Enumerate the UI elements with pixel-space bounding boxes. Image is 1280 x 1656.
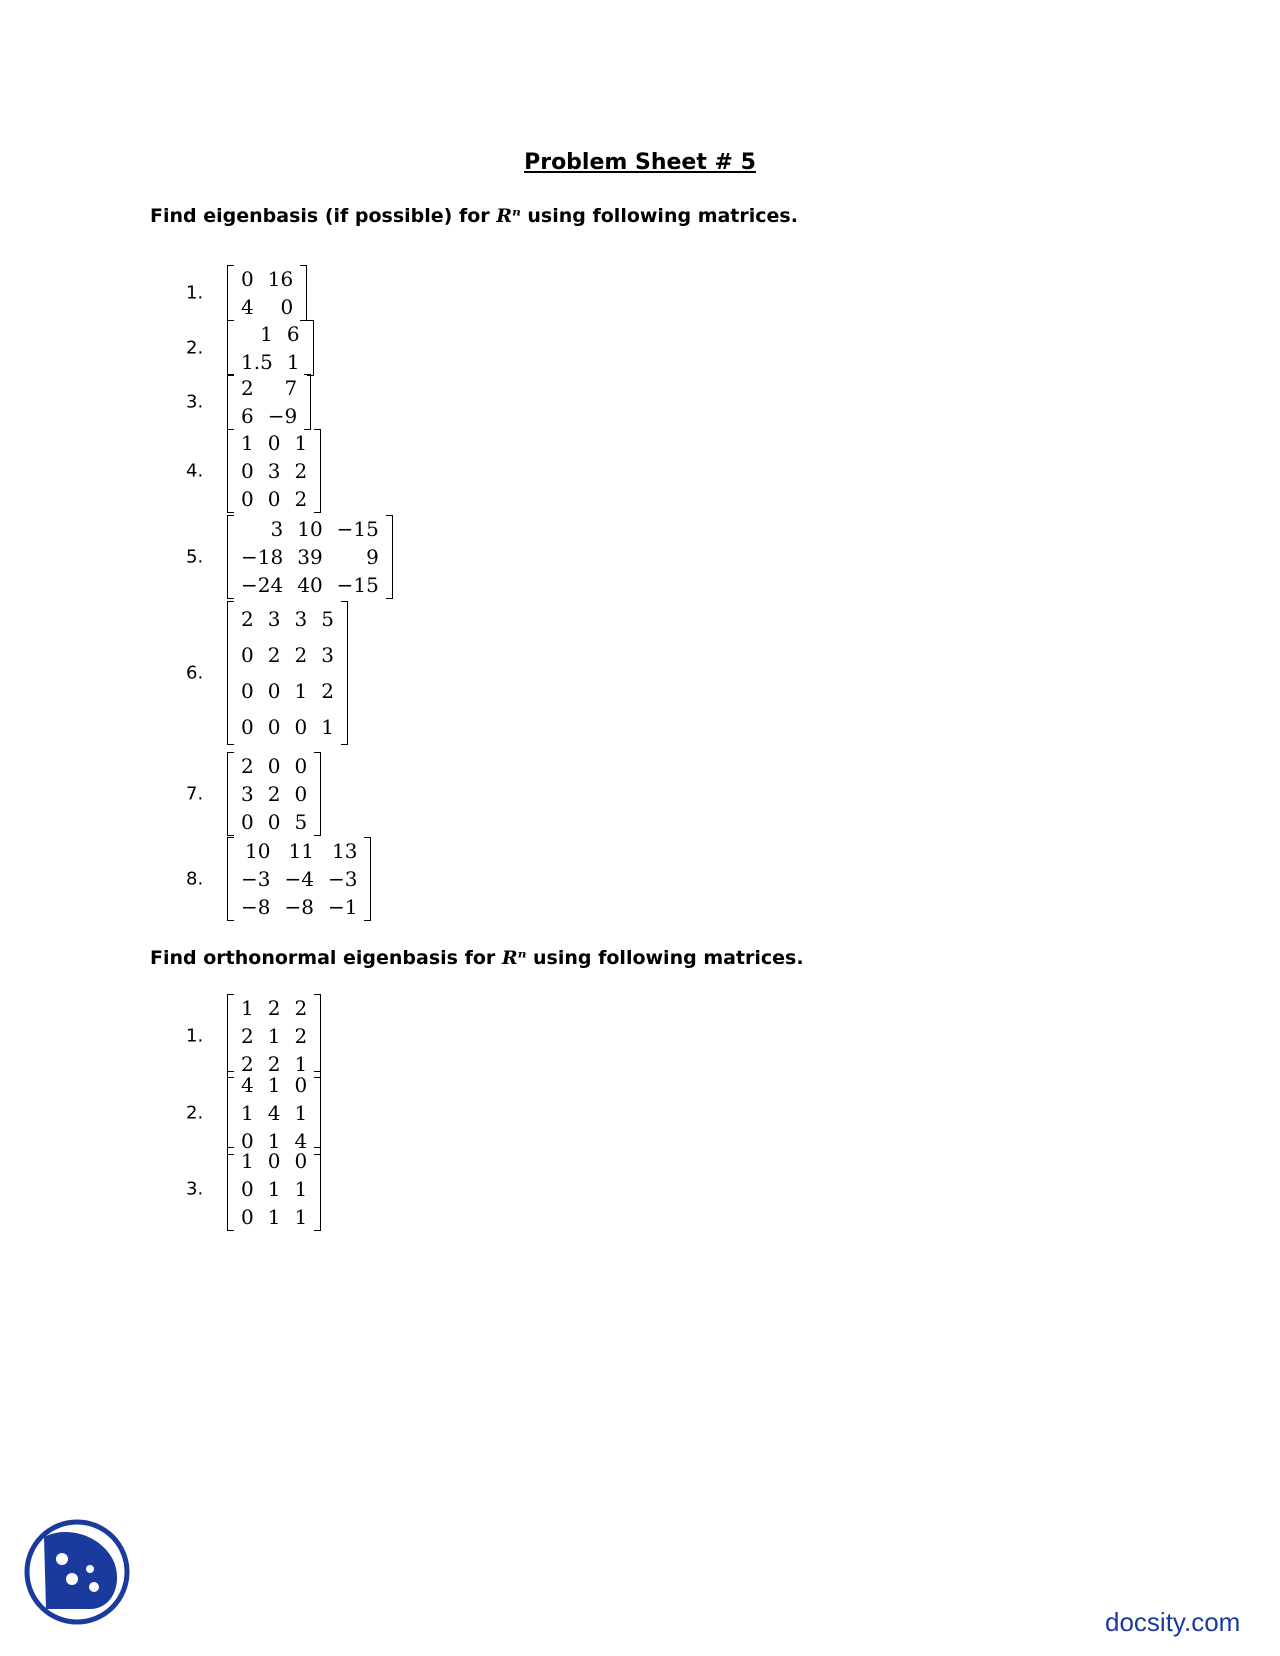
matrix-row xyxy=(234,429,314,457)
matrix-row xyxy=(234,601,341,637)
problem-number: 3. xyxy=(186,391,204,413)
matrix-cell: 39 xyxy=(297,545,323,569)
matrix-cell: 6 xyxy=(286,322,300,346)
matrix-row xyxy=(234,893,364,921)
problem-number: 7. xyxy=(186,783,204,805)
matrix-cell: −9 xyxy=(267,404,298,428)
matrix-cell: 2 xyxy=(241,376,254,400)
matrix-cell: 2 xyxy=(321,679,334,703)
matrix-row xyxy=(234,402,304,430)
matrix-cell: 4 xyxy=(267,1101,281,1125)
matrix-cell: 1 xyxy=(321,715,334,739)
matrix-cell: 2 xyxy=(294,996,308,1020)
matrix-left-bracket xyxy=(227,374,234,430)
matrix-row xyxy=(234,1071,314,1099)
matrix-cell: 0 xyxy=(294,1073,308,1097)
matrix xyxy=(227,994,321,1078)
matrix-cell: 2 xyxy=(241,754,254,778)
matrix xyxy=(227,429,321,513)
matrix-cell: 0 xyxy=(267,487,281,511)
problem-number: 6. xyxy=(186,662,204,684)
matrix-row xyxy=(234,374,304,402)
matrix xyxy=(227,320,314,376)
matrix-left-bracket xyxy=(227,1147,234,1231)
matrix-entries xyxy=(234,320,307,376)
matrix-entries xyxy=(234,515,386,599)
matrix-row xyxy=(234,543,386,571)
matrix-row xyxy=(234,709,341,745)
matrix-right-bracket xyxy=(386,515,393,599)
matrix xyxy=(227,601,348,745)
matrix-row xyxy=(234,515,386,543)
matrix-cell: −18 xyxy=(241,545,284,569)
matrix-right-bracket xyxy=(341,601,348,745)
matrix-right-bracket xyxy=(300,265,307,321)
matrix-cell: 1 xyxy=(267,1205,281,1229)
matrix-cell: 1 xyxy=(241,431,254,455)
matrix xyxy=(227,374,311,430)
matrix-cell: 1 xyxy=(260,322,273,346)
matrix-left-bracket xyxy=(227,837,234,921)
matrix-row xyxy=(234,994,314,1022)
matrix-entries xyxy=(234,265,300,321)
matrix-cell: 1 xyxy=(241,1101,254,1125)
matrix-cell: 2 xyxy=(241,1052,254,1076)
problem-number: 1. xyxy=(186,1025,204,1047)
section1-instruction xyxy=(150,205,798,227)
matrix-entries xyxy=(234,601,341,745)
matrix-left-bracket xyxy=(227,1071,234,1155)
matrix-right-bracket xyxy=(314,994,321,1078)
matrix-cell: 13 xyxy=(332,839,358,863)
matrix-cell: 0 xyxy=(267,810,281,834)
matrix xyxy=(227,1071,321,1155)
matrix-row xyxy=(234,348,307,376)
matrix-cell: 0 xyxy=(294,782,308,806)
matrix-cell: 2 xyxy=(294,643,308,667)
problem-number: 4. xyxy=(186,460,204,482)
matrix-cell: 3 xyxy=(267,459,281,483)
matrix-cell: 10 xyxy=(245,839,271,863)
matrix-left-bracket xyxy=(227,320,234,376)
matrix-entries xyxy=(234,752,314,836)
matrix-right-bracket xyxy=(314,752,321,836)
matrix-row xyxy=(234,865,364,893)
section2-instruction-math: Rⁿ xyxy=(501,947,527,969)
matrix-cell: 2 xyxy=(267,996,281,1020)
matrix-cell: −15 xyxy=(336,517,379,541)
matrix-cell: 2 xyxy=(267,643,281,667)
matrix-cell: 0 xyxy=(241,643,254,667)
matrix xyxy=(227,837,371,921)
matrix-row xyxy=(234,293,300,321)
matrix-cell: 0 xyxy=(241,679,254,703)
matrix-cell: 0 xyxy=(267,754,281,778)
problem-number: 5. xyxy=(186,546,204,568)
matrix-cell: −8 xyxy=(284,895,314,919)
matrix-left-bracket xyxy=(227,601,234,745)
matrix-cell: −4 xyxy=(284,867,314,891)
matrix-right-bracket xyxy=(314,429,321,513)
matrix-cell: 4 xyxy=(241,295,254,319)
matrix-cell: 4 xyxy=(241,1073,254,1097)
matrix-right-bracket xyxy=(314,1071,321,1155)
problem-number: 3. xyxy=(186,1178,204,1200)
matrix-cell: 0 xyxy=(294,754,308,778)
matrix-cell: 2 xyxy=(267,1052,281,1076)
matrix-row xyxy=(234,752,314,780)
matrix-entries xyxy=(234,1071,314,1155)
matrix-cell: 2 xyxy=(241,607,254,631)
matrix-row xyxy=(234,1175,314,1203)
docsity-brand-link[interactable]: docsity.com xyxy=(1105,1607,1241,1637)
matrix-row xyxy=(234,837,364,865)
matrix-cell: 1 xyxy=(267,1073,281,1097)
matrix-cell: 1 xyxy=(294,679,308,703)
matrix-cell: 0 xyxy=(241,1129,254,1153)
matrix-cell: −8 xyxy=(241,895,271,919)
matrix xyxy=(227,752,321,836)
matrix-row xyxy=(234,320,307,348)
matrix-cell: 2 xyxy=(294,1024,308,1048)
page-title: Problem Sheet # 5 xyxy=(524,150,756,175)
matrix-cell: 1 xyxy=(267,1177,281,1201)
matrix-right-bracket xyxy=(364,837,371,921)
matrix xyxy=(227,515,393,599)
matrix-row xyxy=(234,1147,314,1175)
matrix-cell: 1 xyxy=(294,1101,308,1125)
section1-instruction-pre: Find eigenbasis (if possible) for xyxy=(150,205,497,227)
section1-instruction-post: using following matrices. xyxy=(520,205,798,227)
matrix-cell: 1 xyxy=(294,1205,308,1229)
matrix-cell: 40 xyxy=(297,573,323,597)
matrix-cell: 1 xyxy=(294,431,308,455)
matrix-row xyxy=(234,637,341,673)
matrix-cell: 2 xyxy=(294,487,308,511)
matrix-cell: 5 xyxy=(321,607,334,631)
matrix-row xyxy=(234,485,314,513)
matrix-entries xyxy=(234,994,314,1078)
matrix-right-bracket xyxy=(314,1147,321,1231)
matrix-cell: −24 xyxy=(241,573,284,597)
matrix-cell: 1 xyxy=(241,996,254,1020)
matrix-cell: 1 xyxy=(294,1177,308,1201)
section2-instruction-post: using following matrices. xyxy=(526,947,804,969)
problem-number: 8. xyxy=(186,868,204,890)
matrix-cell: 3 xyxy=(270,517,284,541)
matrix-cell: 3 xyxy=(267,607,281,631)
matrix-cell: 0 xyxy=(294,715,308,739)
matrix-cell: −3 xyxy=(241,867,271,891)
matrix-left-bracket xyxy=(227,515,234,599)
matrix-cell: 0 xyxy=(241,459,254,483)
matrix-cell: 1 xyxy=(267,1129,281,1153)
section2-instruction xyxy=(150,947,804,969)
problem-number: 2. xyxy=(186,337,204,359)
matrix-cell: 10 xyxy=(297,517,323,541)
matrix-cell: 1 xyxy=(267,1024,281,1048)
matrix-cell: 2 xyxy=(267,782,281,806)
matrix-entries xyxy=(234,837,364,921)
section2-instruction-pre: Find orthonormal eigenbasis for xyxy=(150,947,502,969)
matrix-cell: 0 xyxy=(280,295,294,319)
matrix-cell: 0 xyxy=(267,431,281,455)
matrix-row xyxy=(234,571,386,599)
matrix-cell: 1 xyxy=(294,1052,308,1076)
matrix-entries xyxy=(234,1147,314,1231)
matrix-cell: 5 xyxy=(294,810,308,834)
matrix-cell: 6 xyxy=(241,404,254,428)
problem-number: 2. xyxy=(186,1102,204,1124)
matrix-cell: 0 xyxy=(241,1177,254,1201)
matrix-cell: 0 xyxy=(241,715,254,739)
matrix-cell: 1 xyxy=(241,1149,254,1173)
matrix-cell: 1.5 xyxy=(241,350,273,374)
matrix-cell: 3 xyxy=(241,782,254,806)
matrix-cell: 2 xyxy=(294,459,308,483)
matrix-cell: 9 xyxy=(366,545,379,569)
matrix-cell: −15 xyxy=(336,573,379,597)
matrix-cell: 0 xyxy=(267,1149,281,1173)
matrix-cell: 0 xyxy=(267,715,281,739)
matrix-cell: 4 xyxy=(294,1129,308,1153)
docsity-logo-graphic xyxy=(22,1517,132,1627)
matrix-cell: 16 xyxy=(267,267,294,291)
matrix-row xyxy=(234,265,300,293)
matrix-row xyxy=(234,808,314,836)
matrix xyxy=(227,1147,321,1231)
matrix-cell: 2 xyxy=(241,1024,254,1048)
matrix-row xyxy=(234,1203,314,1231)
matrix-left-bracket xyxy=(227,429,234,513)
matrix-right-bracket xyxy=(304,374,311,430)
matrix-row xyxy=(234,457,314,485)
matrix-row xyxy=(234,673,341,709)
matrix-cell: 11 xyxy=(288,839,314,863)
matrix-right-bracket xyxy=(307,320,314,376)
matrix-cell: 0 xyxy=(267,679,281,703)
matrix-cell: 0 xyxy=(241,1205,254,1229)
matrix-cell: 3 xyxy=(321,643,334,667)
matrix-cell: 0 xyxy=(241,267,254,291)
matrix-cell: 7 xyxy=(284,376,298,400)
matrix-cell: 1 xyxy=(286,350,300,374)
matrix-cell: −3 xyxy=(327,867,358,891)
matrix-left-bracket xyxy=(227,994,234,1078)
problem-number: 1. xyxy=(186,282,204,304)
matrix-cell: 0 xyxy=(241,487,254,511)
matrix-cell: 0 xyxy=(294,1149,308,1173)
matrix-cell: −1 xyxy=(327,895,358,919)
matrix xyxy=(227,265,307,321)
matrix-entries xyxy=(234,429,314,513)
matrix-row xyxy=(234,1099,314,1127)
matrix-left-bracket xyxy=(227,265,234,321)
matrix-entries xyxy=(234,374,304,430)
matrix-left-bracket xyxy=(227,752,234,836)
matrix-row xyxy=(234,1022,314,1050)
matrix-cell: 0 xyxy=(241,810,254,834)
docsity-logo-icon[interactable] xyxy=(22,1517,132,1632)
matrix-row xyxy=(234,780,314,808)
section1-instruction-math: Rⁿ xyxy=(496,205,521,227)
matrix-cell: 3 xyxy=(294,607,308,631)
